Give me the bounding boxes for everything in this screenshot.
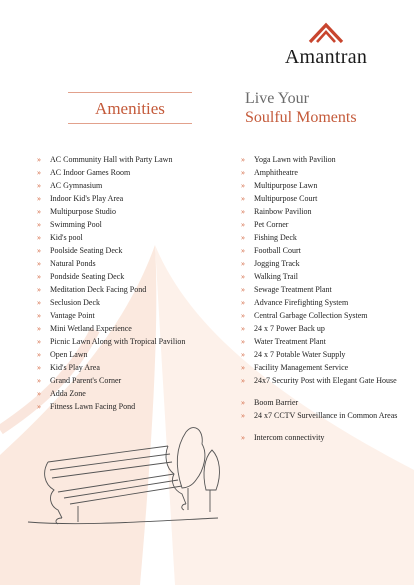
- amenity-item: [241, 398, 406, 411]
- bullet-icon: »: [241, 272, 245, 281]
- bullet-icon: »: [241, 324, 245, 333]
- amenity-item: [37, 298, 237, 311]
- bullet-icon: »: [241, 398, 245, 407]
- bullet-icon: »: [37, 233, 41, 242]
- amenity-label: Kid's Play Area: [50, 363, 100, 372]
- amenity-label: Swimming Pool: [50, 220, 102, 229]
- bullet-icon: »: [241, 259, 245, 268]
- bullet-icon: »: [37, 389, 41, 398]
- amenity-label: 24 x 7 Power Back up: [254, 324, 325, 333]
- amenity-item: [241, 233, 406, 246]
- amenity-item: [37, 285, 237, 298]
- bullet-icon: »: [241, 311, 245, 320]
- park-bench-illustration: [18, 410, 228, 530]
- brand-logo: [266, 22, 386, 69]
- amenity-label: Intercom connectivity: [254, 433, 325, 442]
- amenity-label: Pet Corner: [254, 220, 289, 229]
- amenity-label: Amphitheatre: [254, 168, 298, 177]
- amenity-item: [241, 350, 406, 363]
- amenity-label: Advance Firefighting System: [254, 298, 349, 307]
- amenity-label: Football Court: [254, 246, 301, 255]
- bullet-icon: »: [37, 337, 41, 346]
- amenity-item: [241, 246, 406, 259]
- amenity-item: [241, 324, 406, 337]
- bullet-icon: »: [241, 194, 245, 203]
- bullet-icon: »: [37, 376, 41, 385]
- amenity-label: Meditation Deck Facing Pond: [50, 285, 147, 294]
- amenity-item: [37, 168, 237, 181]
- bullet-icon: »: [241, 181, 245, 190]
- bullet-icon: »: [37, 181, 41, 190]
- brand-name: Amantran: [284, 46, 368, 68]
- amenity-label: Natural Ponds: [50, 259, 96, 268]
- amenity-item: [241, 298, 406, 311]
- bullet-icon: »: [37, 324, 41, 333]
- bullet-icon: »: [37, 194, 41, 203]
- bullet-icon: »: [37, 311, 41, 320]
- amenity-item: [37, 194, 237, 207]
- bullet-icon: »: [241, 433, 245, 442]
- amenity-item: [37, 233, 237, 246]
- bullet-icon: »: [241, 155, 245, 164]
- amenity-label: Multipurpose Lawn: [254, 181, 318, 190]
- amenity-label: Vantage Point: [50, 311, 95, 320]
- amenity-label: AC Indoor Games Room: [50, 168, 131, 177]
- tagline-line2: Soulful Moments: [245, 109, 357, 126]
- bullet-icon: »: [37, 298, 41, 307]
- amenity-label: Adda Zone: [50, 389, 86, 398]
- amenity-label: 24 x7 CCTV Surveillance in Common Areas: [254, 411, 398, 420]
- bullet-icon: »: [241, 168, 245, 177]
- amenity-item: [37, 376, 237, 389]
- bullet-icon: »: [241, 363, 245, 372]
- bullet-icon: »: [37, 168, 41, 177]
- amenity-label: Multipurpose Court: [254, 194, 318, 203]
- amenity-label: 24 x 7 Potable Water Supply: [254, 350, 346, 359]
- amenity-label: AC Gymnasium: [50, 181, 103, 190]
- amenity-item: [37, 350, 237, 363]
- bullet-icon: »: [37, 155, 41, 164]
- amenity-label: Picnic Lawn Along with Tropical Pavilion: [50, 337, 186, 346]
- amenity-item: [37, 207, 237, 220]
- bullet-icon: »: [37, 272, 41, 281]
- amenity-item: [241, 207, 406, 220]
- amenity-item: [37, 181, 237, 194]
- amenity-label: Multipurpose Studio: [50, 207, 117, 216]
- amenity-label: Yoga Lawn with Pavilion: [254, 155, 336, 164]
- bullet-icon: »: [241, 298, 245, 307]
- amenity-item: [241, 337, 406, 350]
- amenity-item: [241, 259, 406, 272]
- amenity-label: Central Garbage Collection System: [254, 311, 368, 320]
- amenities-list-right: [241, 155, 406, 446]
- amenity-label: Mini Wetland Experience: [50, 324, 132, 333]
- bullet-icon: »: [241, 376, 245, 385]
- brand-arch-icon: [306, 22, 346, 44]
- bullet-icon: »: [241, 337, 245, 346]
- amenity-label: Water Treatment Plant: [254, 337, 326, 346]
- amenity-item: [241, 285, 406, 298]
- amenity-item: [241, 220, 406, 233]
- bullet-icon: »: [241, 233, 245, 242]
- bullet-icon: »: [37, 402, 41, 411]
- amenity-item: [37, 363, 237, 376]
- bullet-icon: »: [241, 246, 245, 255]
- bullet-icon: »: [241, 411, 245, 420]
- amenity-item: [241, 272, 406, 285]
- bullet-icon: »: [37, 350, 41, 359]
- amenity-label: Open Lawn: [50, 350, 88, 359]
- amenity-label: Boom Barrier: [254, 398, 299, 407]
- amenity-item: [241, 181, 406, 194]
- amenity-label: Jogging Track: [254, 259, 300, 268]
- amenity-item: [241, 194, 406, 207]
- amenity-item: [241, 363, 406, 376]
- amenity-label: Facility Management Service: [254, 363, 349, 372]
- bullet-icon: »: [37, 207, 41, 216]
- amenity-item: [241, 155, 406, 168]
- amenity-item: [37, 311, 237, 324]
- amenity-item: [241, 376, 406, 398]
- bullet-icon: »: [241, 207, 245, 216]
- amenity-item: [37, 220, 237, 233]
- amenity-label: Pondside Seating Deck: [50, 272, 125, 281]
- amenity-item: [37, 389, 237, 402]
- amenity-item: [37, 337, 237, 350]
- amenities-list-left: [37, 155, 237, 415]
- bullet-icon: »: [37, 285, 41, 294]
- amenity-label: Kid's pool: [50, 233, 83, 242]
- amenity-label: Indoor Kid's Play Area: [50, 194, 124, 203]
- amenity-item: [37, 402, 237, 415]
- amenity-label: AC Community Hall with Party Lawn: [50, 155, 173, 164]
- amenity-item: [241, 311, 406, 324]
- amenity-label: Sewage Treatment Plant: [254, 285, 332, 294]
- amenity-item: [37, 246, 237, 259]
- bullet-icon: »: [37, 363, 41, 372]
- bullet-icon: »: [241, 285, 245, 294]
- bullet-icon: »: [37, 220, 41, 229]
- bullet-icon: »: [241, 350, 245, 359]
- amenities-heading: Amenities: [68, 92, 192, 124]
- bullet-icon: »: [37, 259, 41, 268]
- amenity-item: [37, 324, 237, 337]
- tagline-line1: Live Your: [245, 90, 310, 107]
- bullet-icon: »: [37, 246, 41, 255]
- bullet-icon: »: [241, 220, 245, 229]
- amenity-label: Grand Parent's Corner: [50, 376, 122, 385]
- tagline: [245, 89, 357, 127]
- amenity-item: [37, 155, 237, 168]
- amenity-label: 24x7 Security Post with Elegant Gate House: [254, 376, 397, 385]
- amenity-label: Seclusion Deck: [50, 298, 100, 307]
- amenity-item: [37, 259, 237, 272]
- amenity-label: Fishing Deck: [254, 233, 297, 242]
- amenity-item: [37, 272, 237, 285]
- amenity-label: Rainbow Pavilion: [254, 207, 312, 216]
- amenity-label: Fitness Lawn Facing Pond: [50, 402, 136, 411]
- amenity-item: [241, 433, 406, 446]
- amenity-item: [241, 168, 406, 181]
- amenity-label: Walking Trail: [254, 272, 299, 281]
- amenity-item: [241, 411, 406, 433]
- amenity-label: Poolside Seating Deck: [50, 246, 123, 255]
